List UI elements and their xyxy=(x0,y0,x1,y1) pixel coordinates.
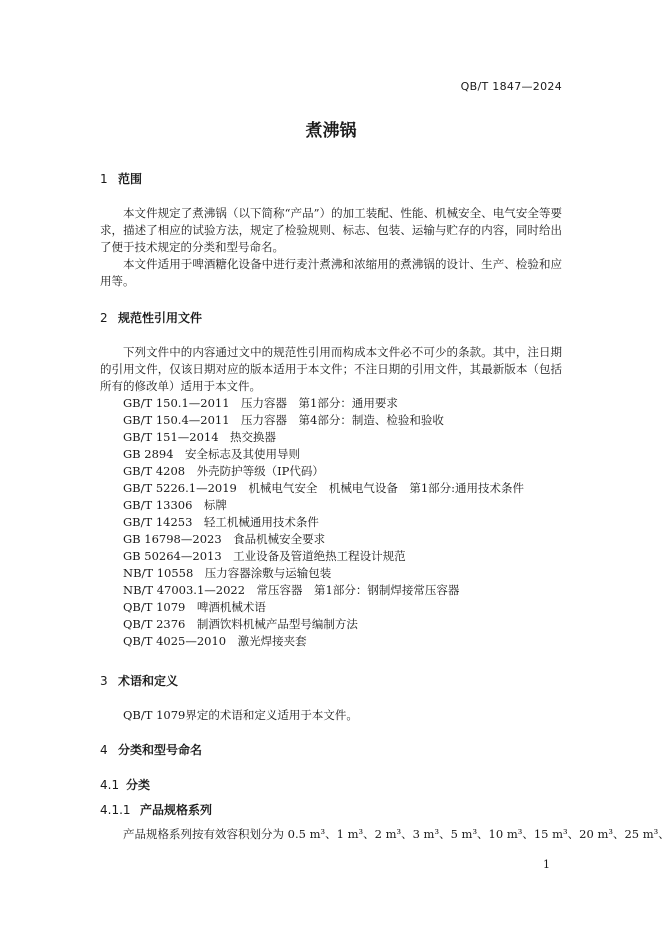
subsection-4-1-1-heading xyxy=(100,801,212,818)
reference-item: QB/T 4025—2010 激光焊接夹套 xyxy=(123,634,307,648)
terms-paragraph: QB/T 1079界定的术语和定义适用于本文件。 xyxy=(123,708,358,722)
reference-item: GB/T 5226.1—2019 机械电气安全 机械电气设备 第1部分:通用技术条件 xyxy=(123,481,525,495)
subsection-number: 4.1 xyxy=(100,778,120,792)
subsection-number: 4.1.1 xyxy=(100,803,131,817)
scope-paragraph-2: 本文件适用于啤酒糖化设备中进行麦汁煮沸和浓缩用的煮沸锅的设计、生产、检验和应用等。 xyxy=(100,257,562,288)
references-intro: 下列文件中的内容通过文中的规范性引用而构成本文件必不可少的条款。其中，注日期的引用文件，仅该日期对应的版本适用于本文件；不注日期的引用文件，其最新版本（包括所有的修改单）适用于本文件。 xyxy=(100,345,562,393)
section-title: 分类和型号命名 xyxy=(118,743,203,757)
reference-item: GB/T 151—2014 热交换器 xyxy=(123,430,277,444)
section-title: 规范性引用文件 xyxy=(118,311,203,325)
section-number: 3 xyxy=(100,674,108,688)
section-title: 范围 xyxy=(118,172,143,186)
section-4-heading xyxy=(100,741,202,758)
subsection-4-1-heading xyxy=(100,776,150,793)
section-3-heading xyxy=(100,672,178,689)
reference-item: NB/T 10558 压力容器涂敷与运输包装 xyxy=(123,566,332,580)
standard-code: QB/T 1847—2024 xyxy=(460,80,562,93)
section-2-heading xyxy=(100,309,202,326)
reference-item: GB 16798—2023 食品机械安全要求 xyxy=(123,532,326,546)
section-1-heading xyxy=(100,170,142,187)
page-number: 1 xyxy=(543,858,550,871)
scope-paragraph-1: 本文件规定了煮沸锅（以下简称“产品”）的加工装配、性能、机械安全、电气安全等要求，描述了相应的试验方法，规定了检验规则、标志、包装、运输与贮存的内容，同时给出了便于技术规定的分类和型号命名。 xyxy=(100,206,562,254)
reference-item: GB/T 4208 外壳防护等级（IP代码） xyxy=(123,464,324,478)
reference-item: GB 50264—2013 工业设备及管道绝热工程设计规范 xyxy=(123,549,406,563)
subsection-title: 分类 xyxy=(126,778,151,792)
section-number: 1 xyxy=(100,172,108,186)
document-title: 煮沸锅 xyxy=(305,121,357,141)
reference-item: GB 2894 安全标志及其使用导则 xyxy=(123,447,301,461)
product-spec-text: 产品规格系列按有效容积划分为 0.5 m³、1 m³、2 m³、3 m³、5 m³、10 m³、15 m³、20 m³、25 m³、 xyxy=(123,827,670,841)
section-title: 术语和定义 xyxy=(118,674,179,688)
reference-list xyxy=(123,395,524,650)
reference-item: GB/T 150.4—2011 压力容器 第4部分：制造、检验和验收 xyxy=(123,413,444,427)
section-number: 4 xyxy=(100,743,108,757)
reference-item: QB/T 2376 制酒饮料机械产品型号编制方法 xyxy=(123,617,358,631)
reference-item: NB/T 47003.1—2022 常压容器 第1部分：钢制焊接常压容器 xyxy=(123,583,460,597)
subsection-title: 产品规格系列 xyxy=(140,803,213,817)
reference-item: GB/T 14253 轻工机械通用技术条件 xyxy=(123,515,319,529)
reference-item: GB/T 13306 标牌 xyxy=(123,498,227,512)
reference-item: GB/T 150.1—2011 压力容器 第1部分：通用要求 xyxy=(123,396,398,410)
reference-item: QB/T 1079 啤酒机械术语 xyxy=(123,600,266,614)
section-number: 2 xyxy=(100,311,108,325)
